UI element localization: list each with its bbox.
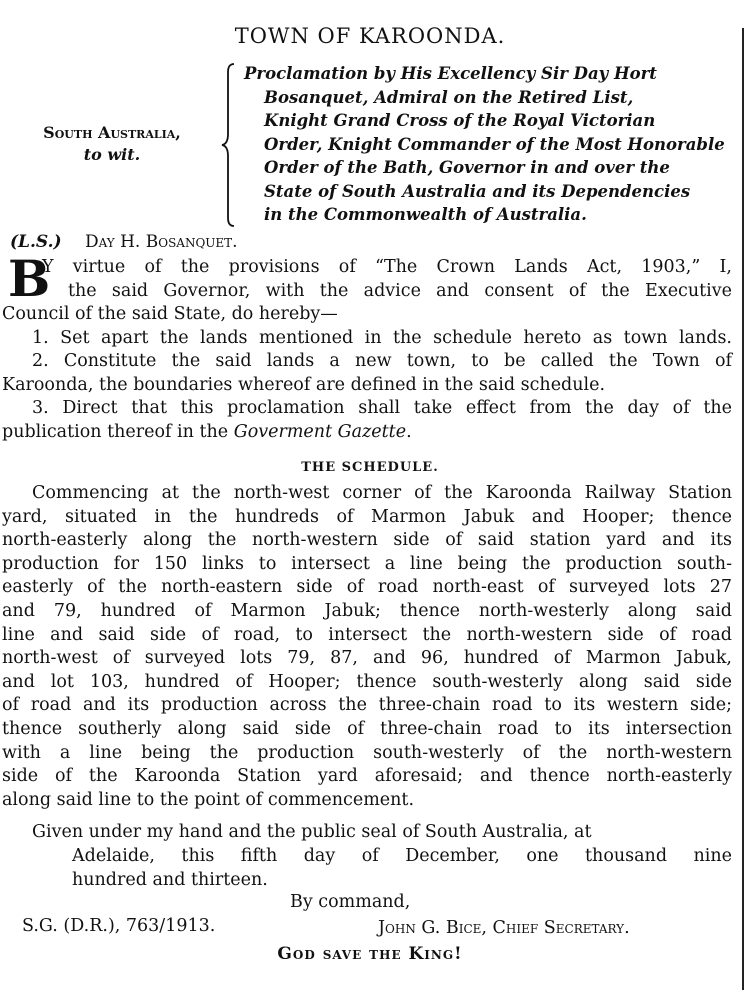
proclamation-line: Order of the Bath, Governor in and over the bbox=[264, 158, 670, 177]
by-command: By command, bbox=[290, 892, 411, 912]
proclamation-heading bbox=[244, 62, 734, 227]
given-under-hand bbox=[32, 820, 732, 892]
gazette-reference: S.G. (D.R.), 763/1913. bbox=[22, 916, 216, 936]
schedule-line: easterly of the north-eastern side of road north-east of surveyed lots 27 bbox=[2, 577, 732, 598]
schedule-line: and 79, hundred of Marmon Jabuk; thence north-westerly along said bbox=[2, 600, 732, 621]
page-border-rule bbox=[742, 28, 744, 990]
seal-mark: (L.S.) bbox=[10, 232, 62, 252]
preamble-line: Council of the said State, do hereby— bbox=[2, 304, 338, 324]
schedule-body bbox=[2, 482, 732, 812]
schedule-line: of road and its production across the three-chain road to its western side; bbox=[2, 695, 732, 716]
schedule-line: thence southerly along said side of three-chain road to its intersection bbox=[2, 718, 732, 739]
notice-title: TOWN OF KAROONDA. bbox=[234, 24, 506, 48]
proclamation-line: Knight Grand Cross of the Royal Victorian bbox=[264, 111, 656, 130]
preamble-line: the said Governor, with the advice and consent of the Executive bbox=[68, 280, 732, 301]
given-line: hundred and thirteen. bbox=[72, 870, 268, 890]
given-line: Adelaide, this fifth day of December, one thousand nine bbox=[72, 846, 732, 866]
schedule-line: north-west of surveyed lots 79, 87, and 96, hundred of Marmon Jabuk, bbox=[2, 648, 732, 669]
secretary-name: John G. Bice, Chief Secretary. bbox=[378, 918, 630, 938]
order-item-1: 1. Set apart the lands mentioned in the schedule hereto as town lands. bbox=[32, 327, 732, 348]
drop-cap: B bbox=[8, 249, 51, 308]
jurisdiction-to-wit: to wit. bbox=[83, 145, 141, 164]
order-item-3-continued bbox=[2, 421, 732, 445]
order-item-3-prefix: publication thereof in the bbox=[2, 421, 234, 442]
curly-brace-icon bbox=[220, 62, 240, 228]
schedule-line: north-easterly along the north-western side of said station yard and its bbox=[2, 530, 732, 551]
governor-signature: Day H. Bosanquet. bbox=[84, 232, 238, 252]
proclamation-line: State of South Australia and its Dependencies bbox=[264, 181, 691, 201]
jurisdiction-state: South Australia, bbox=[43, 123, 181, 142]
proclamation-line: Order, Knight Commander of the Most Honorable bbox=[264, 134, 725, 154]
chief-secretary-signature bbox=[378, 918, 630, 938]
schedule-line: yard, situated in the hundreds of Marmon Jabuk and Hooper; thence bbox=[2, 506, 732, 527]
schedule-line: Commencing at the north-west corner of the Karoonda Railway Station bbox=[32, 483, 732, 503]
closing-salutation: God save the King! bbox=[277, 944, 463, 964]
order-item-3: 3. Direct that this proclamation shall take effect from the day of the bbox=[32, 398, 732, 418]
preamble-line: Y virtue of the provisions of “The Crown Lands Act, 1903,” I, bbox=[42, 257, 732, 277]
schedule-line: production for 150 links to intersect a line being the production south- bbox=[2, 553, 732, 574]
schedule-line: and lot 103, hundred of Hooper; thence south-westerly along said side bbox=[2, 671, 732, 692]
proclamation-line: Bosanquet, Admiral on the Retired List, bbox=[264, 87, 634, 107]
proclamation-line: Proclamation by His Excellency Sir Day Hort bbox=[244, 64, 657, 83]
proclamation-body bbox=[2, 256, 732, 444]
gazette-name: Goverment Gazette bbox=[233, 421, 407, 442]
order-item-2: 2. Constitute the said lands a new town, to be called the Town of bbox=[32, 351, 732, 371]
schedule-line: line and said side of road, to intersect the north-western side of road bbox=[2, 624, 732, 645]
proclamation-line: in the Commonwealth of Australia. bbox=[264, 205, 587, 224]
schedule-line: along said line to the point of commencement. bbox=[2, 789, 415, 810]
jurisdiction-block bbox=[14, 122, 210, 166]
order-item-3-suffix: . bbox=[406, 421, 412, 442]
schedule-line: with a line being the production south-westerly of the north-western bbox=[2, 742, 732, 763]
given-line: Given under my hand and the public seal of South Australia, at bbox=[32, 822, 592, 842]
order-item-2-continued: Karoonda, the boundaries whereof are defined in the said schedule. bbox=[2, 374, 606, 395]
schedule-heading: THE SCHEDULE. bbox=[301, 460, 439, 475]
schedule-line: side of the Karoonda Station yard aforesaid; and thence north-easterly bbox=[2, 766, 732, 787]
